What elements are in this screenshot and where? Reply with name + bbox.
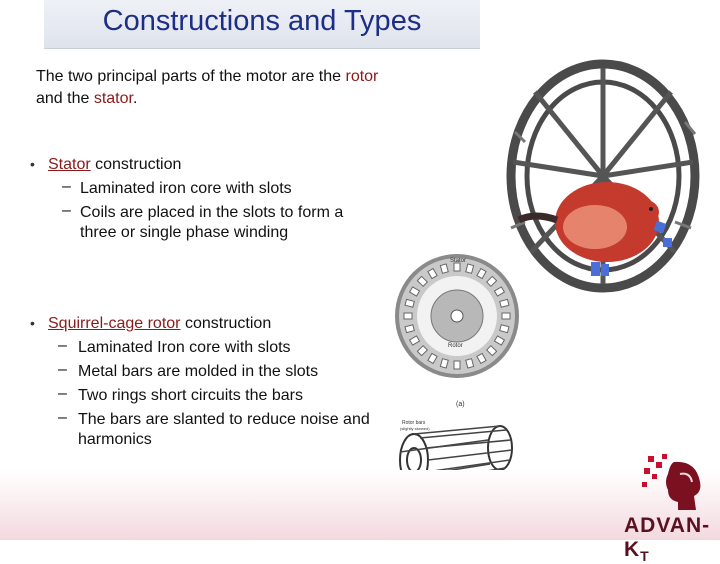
logo-sub: T [640,548,650,564]
bullet-marker: • [30,156,35,172]
title-bar [44,0,480,49]
sub-item-continued: three or single phase winding [80,224,289,241]
sub-item-continued: harmonics [78,431,152,448]
stator-slot [454,263,460,271]
stator-diagram [392,248,522,410]
logo-main: ADVAN-K [624,514,711,561]
dash: – [62,202,71,219]
figure-a-label: (a) [456,401,465,408]
sub-item: The bars are slanted to reduce noise and [78,411,370,428]
advan-kt-logo-icon [640,452,710,514]
sub-item: Metal bars are molded in the slots [78,363,319,380]
dash: – [58,361,67,378]
bullet-heading-rest: construction [180,315,272,332]
dash: – [58,337,67,354]
sub-item: Laminated iron core with slots [80,180,292,197]
slide-title: Constructions and Types [102,5,422,37]
intro-rotor: rotor [345,68,379,85]
squirrel-cage-rotor-link: Squirrel-cage rotor [48,315,181,332]
bullet-stator-heading [48,154,181,176]
dash: – [58,385,67,402]
hamster-wheel-illustration [495,52,705,302]
intro-text-2: and the [36,90,94,107]
intro-text-3: . [132,90,138,107]
dash: – [58,409,67,426]
stator-label: Stator [450,258,467,264]
bullet-rotor-heading [48,313,271,335]
stator-link: Stator [48,156,91,173]
rotor-label: Rotor [448,343,463,349]
footer-gradient [0,470,720,540]
dash: – [62,178,71,195]
sub-item: Two rings short circuits the bars [78,387,303,404]
sub-item: Laminated Iron core with slots [78,339,291,356]
intro-stator: stator [93,90,133,107]
sub-item: Coils are placed in the slots to form a [80,204,344,221]
stator-slot [454,361,460,369]
advan-kt-logo-text [624,514,720,564]
intro-text-1: The two principal parts of the motor are the [36,68,346,85]
stator-slot [502,313,510,319]
stator-slot [404,313,412,319]
bullet-marker: • [30,315,35,331]
intro-paragraph [36,66,456,110]
skewed-label: (slightly skewed) [400,426,430,431]
rotor-bars-label: Rotor bars [402,420,426,426]
bullet-heading-rest: construction [90,156,182,173]
